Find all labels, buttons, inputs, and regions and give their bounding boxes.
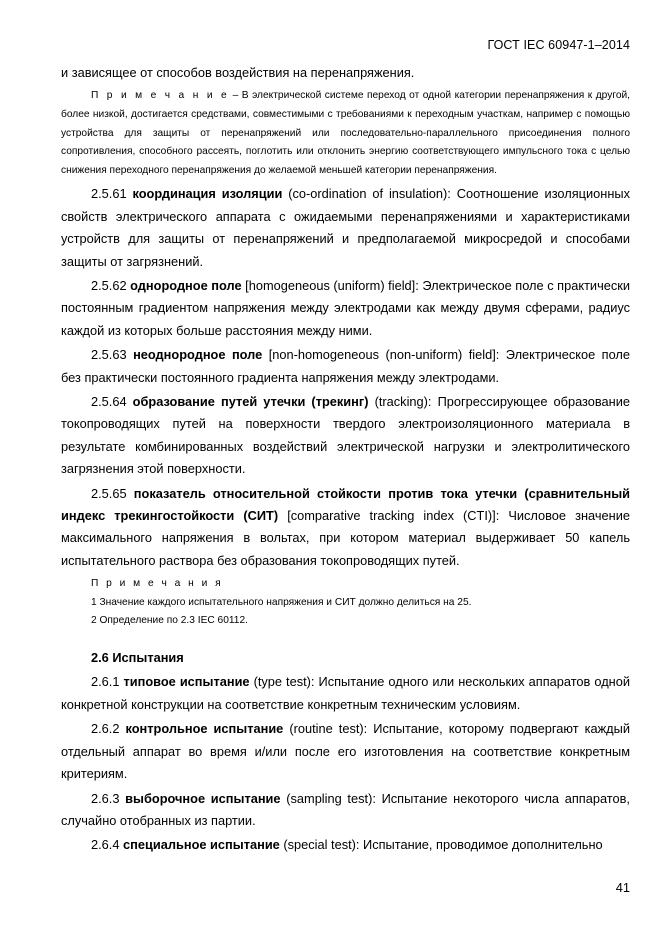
clause-term: типовое испытание [123,674,250,690]
clause-2-6-3 [61,788,630,833]
clause-2-6-1 [61,671,630,716]
note-item-1: 1 Значение каждого испытательного напряжения и СИТ должно делиться на 25. [91,596,472,608]
clause-number: 2.5.64 [91,394,133,410]
clause-number: 2.5.62 [91,278,131,293]
section-heading: 2.6 Испытания [91,650,184,666]
clause-2-5-63 [61,344,630,389]
note-text: – В электрической системе переход от одной категории перенапряжения к другой, более низкой, достигается средствами, совместимыми с требованиями к переходным участкам, например с помощью устройства для защиты от перенапряжений или последовательно-параллельного присоединения полного сопротивления, способного рассеять, поглотить или отклонить энергию соответствующего импульсного тока с целью снижения переходного перенапряжения до желаемой меньшей категории перенапряжения. [61,90,631,176]
note-item-2: 2 Определение по 2.3 IEC 60112. [91,615,248,627]
clause-number: 2.5.61 [91,186,133,202]
clause-text: [homogeneous (uniform) field]: Электрическое поле с практически постоянным градиентом напряжения между электродами как между двумя сферами, радиус каждой из которых больше расстояния между ними. [61,278,631,338]
clause-number: 2.6.3 [91,790,126,806]
document-id-header: ГОСТ IEC 60947-1–2014 [487,38,630,52]
clause-number: 2.6.4 [91,837,124,853]
clause-term: неоднородное поле [133,347,263,363]
clause-term: показатель относительной стойкости против тока утечки (сравнительный индекс трекингостойкости (СИТ) [61,485,631,524]
clause-2-6-4 [61,834,630,856]
clause-text: (co-ordination of insulation): Соотношение изоляционных свойств электрического аппарата с ожидаемыми перенапряжениями и характеристиками устройств для защиты от перенапряжений и предполагаемой микросредой и способами защиты от загрязнений. [61,186,630,269]
clause-number: 2.5.63 [91,347,134,363]
clause-number: 2.6.2 [91,721,126,737]
clause-term: координация изоляции [132,186,283,202]
clause-2-5-65 [61,483,630,573]
clause-term: однородное поле [130,278,242,293]
clause-text: (sampling test): Испытание некоторого числа аппаратов, случайно отобранных из партии. [61,790,630,828]
clause-number: 2.5.65 [91,485,134,501]
intro-line: и зависящее от способов воздействия на перенапряжения. [61,65,415,80]
clause-text: [non-homogeneous (non-uniform) field]: Электрическое поле без практически постоянного градиента напряжения между электродами. [61,347,631,385]
note-paragraph [61,87,630,180]
page-content [61,62,630,857]
clause-text: (type test): Испытание одного или нескольких аппаратов одной конкретной конструкции на соответствие конкретным техническим условиям. [61,674,630,712]
clause-2-6-2 [61,718,630,785]
clause-term: образование путей утечки (трекинг) [132,394,369,410]
notes-label: П р и м е ч а н и я [91,578,224,590]
note-label: П р и м е ч а н и е [91,90,230,102]
clause-text: (tracking): Прогрессирующее образование токопроводящих путей на поверхности твердого электроизоляционного материала в результате комбинированных воздействий электрической нагрузки и электролитического загрязнения этой поверхности. [61,394,631,477]
clause-text: (routine test): Испытание, которому подвергают каждый отдельный аппарат во время и/или после его изготовления на соответствие конкретным критериям. [61,721,630,782]
clause-text: (special test): Испытание, проводимое дополнительно [279,837,603,853]
clause-2-5-61 [61,183,630,273]
clause-term: выборочное испытание [125,790,281,806]
clause-number: 2.6.1 [91,674,124,690]
clause-term: специальное испытание [123,837,280,853]
clause-text: [comparative tracking index (CTI)]: Числовое значение максимального напряжения в вольтах, при котором материал выдерживает 50 капель испытательного раствора без образования токопроводящих путей. [61,508,630,568]
clause-2-5-64 [61,391,630,481]
clause-2-5-62 [61,275,630,342]
page-number: 41 [615,880,630,895]
clause-term: контрольное испытание [125,721,284,737]
